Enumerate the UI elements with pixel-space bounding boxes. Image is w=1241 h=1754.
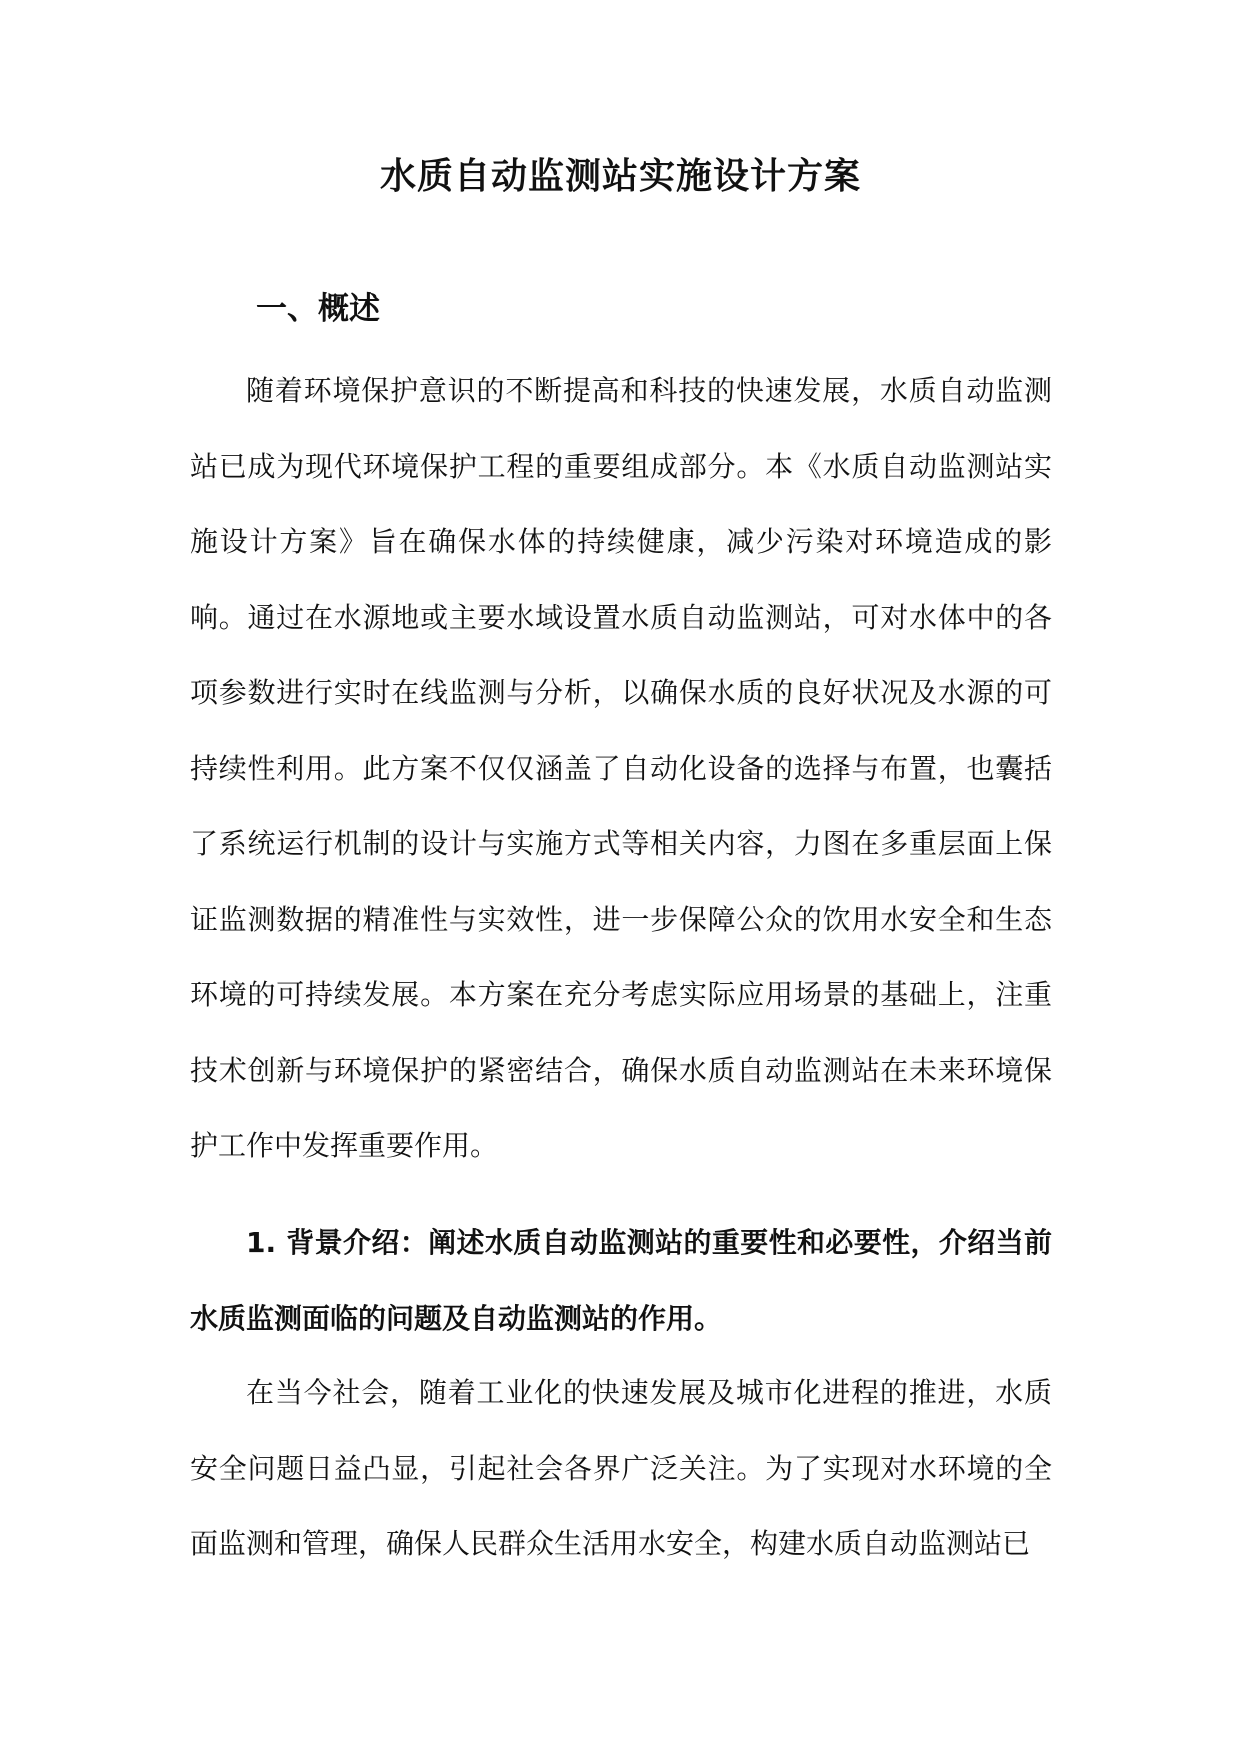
overview-paragraph: 随着环境保护意识的不断提高和科技的快速发展，水质自动监测站已成为现代环境保护工程的重要组成部分。本《水质自动监测站实施设计方案》旨在确保水体的持续健康，减少污染对环境造成的影响。通过在水源地或主要水域设置水质自动监测站，可对水体中的各项参数进行实时在线监测与分析，以确保水质的良好状况及水源的可持续性利用。此方案不仅仅涵盖了自动化设备的选择与布置，也囊括了系统运行机制的设计与实施方式等相关内容，力图在多重层面上保证监测数据的精准性与实效性，进一步保障公众的饮用水安全和生态环境的可持续发展。本方案在充分考虑实际应用场景的基础上，注重技术创新与环境保护的紧密结合，确保水质自动监测站在未来环境保护工作中发挥重要作用。	[190, 374, 1052, 1162]
section-heading: 一、概述	[256, 291, 380, 327]
document-title: 水质自动监测站实施设计方案	[379, 156, 861, 197]
background-paragraph: 在当今社会，随着工业化的快速发展及城市化进程的推进，水质安全问题日益凸显，引起社会各界广泛关注。为了实现对水环境的全面监测和管理，确保人民群众生活用水安全，构建水质自动监测站已	[190, 1376, 1052, 1560]
background-subheading: 1. 背景介绍：阐述水质自动监测站的重要性和必要性，介绍当前水质监测面临的问题及自动监测站的作用。	[190, 1226, 1052, 1335]
